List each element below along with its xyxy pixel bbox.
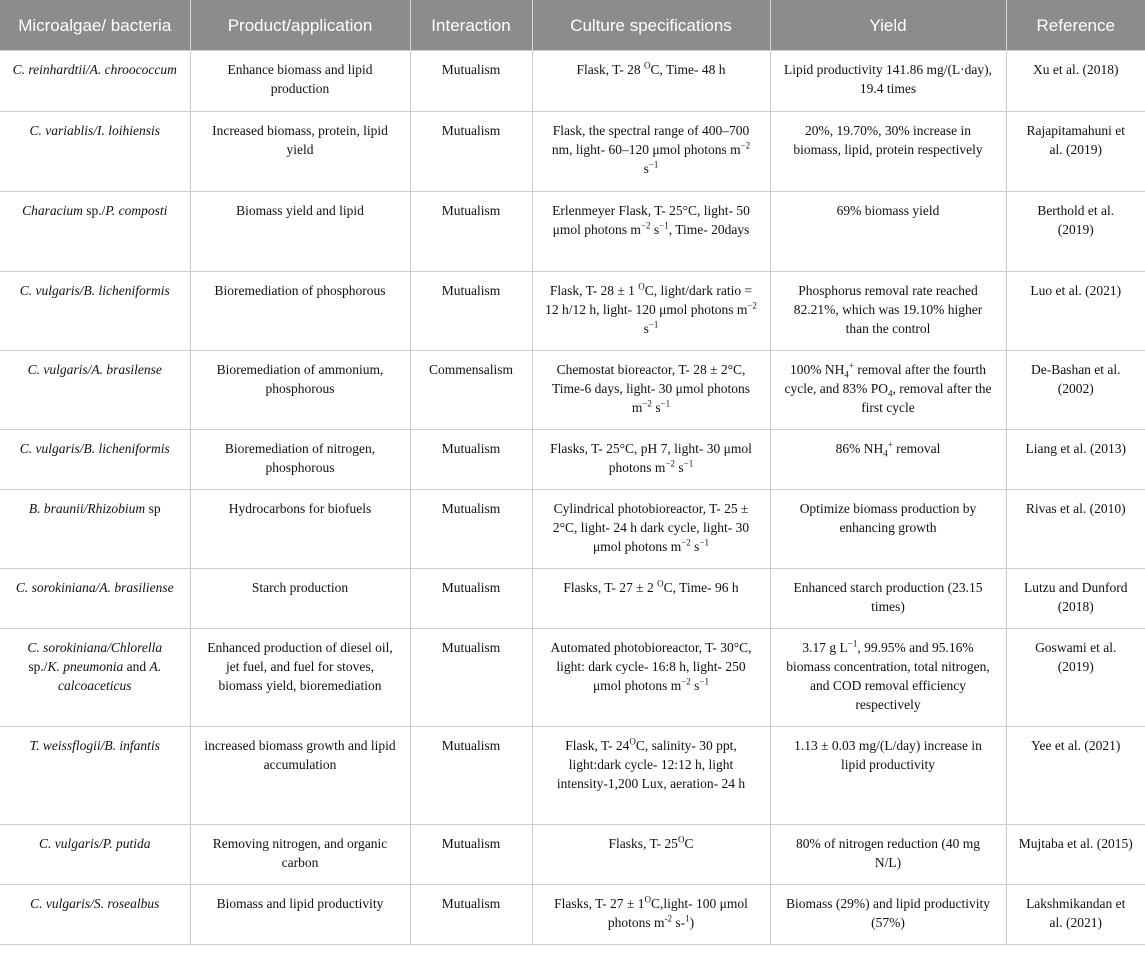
culture-sup: −1 — [683, 458, 694, 469]
yield-text: , 99.95% and 95.16% biomass concentration, total nitrogen, and COD removal efficiency respectively — [786, 640, 990, 712]
culture-cell — [532, 272, 770, 351]
organism-cell — [0, 490, 190, 569]
organism-name-plain: sp./ — [82, 203, 106, 218]
culture-sup: −1 — [699, 537, 710, 548]
culture-cell — [532, 727, 770, 825]
table-row — [0, 490, 1145, 569]
culture-text: Chemostat bioreactor, T- 28 ± 2°C, Time-6 days, light- 30 μmol photons m — [552, 362, 750, 415]
culture-cell — [532, 825, 770, 885]
organism-cell — [0, 112, 190, 192]
interaction-cell: Mutualism — [410, 885, 532, 945]
culture-text: Flask, T- 28 — [576, 62, 644, 77]
culture-text: s — [690, 539, 700, 554]
reference-cell: De-Bashan et al. (2002) — [1006, 351, 1145, 430]
reference-cell: Xu et al. (2018) — [1006, 51, 1145, 112]
culture-text: s — [675, 460, 684, 475]
culture-cell — [532, 351, 770, 430]
table-row — [0, 192, 1145, 272]
interaction-cell: Mutualism — [410, 192, 532, 272]
table-row — [0, 569, 1145, 629]
product-cell: Enhanced production of diesel oil, jet fuel, and fuel for stoves, biomass yield, bioremediation — [190, 629, 410, 727]
yield-sub: 4 — [883, 448, 888, 459]
culture-cell — [532, 430, 770, 490]
culture-cell — [532, 885, 770, 945]
yield-cell: 80% of nitrogen reduction (40 mg N/L) — [770, 825, 1006, 885]
organism-name: K. pneumonia — [47, 659, 124, 674]
organism-cell — [0, 272, 190, 351]
culture-sup: O — [677, 834, 685, 845]
table-body — [0, 51, 1145, 945]
culture-text: Flasks, T- 25 — [608, 836, 678, 851]
organism-name: B. braunii/Rhizobium — [28, 501, 146, 516]
interaction-cell: Mutualism — [410, 727, 532, 825]
culture-cell — [532, 192, 770, 272]
culture-sup: −1 — [648, 319, 659, 330]
yield-cell — [770, 430, 1006, 490]
organism-name-plain: sp./ — [28, 659, 48, 674]
table-row — [0, 112, 1145, 192]
culture-sup: -2 — [664, 913, 672, 924]
product-cell: Bioremediation of phosphorous — [190, 272, 410, 351]
culture-sup: −2 — [681, 676, 691, 687]
yield-cell: Lipid productivity 141.86 mg/(L·day), 19.4 times — [770, 51, 1006, 112]
culture-sup: −2 — [681, 537, 691, 548]
organism-name: C. variablis/I. loihiensis — [29, 123, 160, 138]
table-row — [0, 351, 1145, 430]
yield-cell: 1.13 ± 0.03 mg/(L/day) increase in lipid productivity — [770, 727, 1006, 825]
organism-cell — [0, 51, 190, 112]
interaction-cell: Mutualism — [410, 490, 532, 569]
organism-name: P. composti — [105, 203, 168, 218]
organism-name: Characium — [22, 203, 83, 218]
organism-name: T. weissflogii/B. infantis — [29, 738, 160, 753]
product-cell: increased biomass growth and lipid accumulation — [190, 727, 410, 825]
yield-sub: 4 — [888, 388, 893, 399]
reference-cell: Rajapitamahuni et al. (2019) — [1006, 112, 1145, 192]
organism-name: C. sorokiniana/A. brasiliense — [15, 580, 174, 595]
interaction-cell: Mutualism — [410, 629, 532, 727]
culture-text: s — [651, 400, 661, 415]
yield-cell: Phosphorus removal rate reached 82.21%, which was 19.10% higher than the control — [770, 272, 1006, 351]
organism-name: C. reinhardtii/A. chroococcum — [12, 62, 177, 77]
culture-text: Flask, T- 28 ± 1 — [549, 283, 639, 298]
organism-name: C. sorokiniana/Chlorella — [27, 640, 163, 655]
organism-name-plain: sp — [145, 501, 161, 516]
header-yield: Yield — [770, 0, 1006, 51]
reference-cell: Yee et al. (2021) — [1006, 727, 1145, 825]
interaction-cell: Mutualism — [410, 272, 532, 351]
culture-text: ) — [689, 915, 695, 930]
culture-sup: O — [644, 894, 651, 905]
culture-cell — [532, 629, 770, 727]
culture-text: C — [684, 836, 694, 851]
organism-cell — [0, 351, 190, 430]
table-row — [0, 825, 1145, 885]
reference-cell: Lakshmikandan et al. (2021) — [1006, 885, 1145, 945]
yield-sup: −1 — [847, 638, 858, 649]
culture-sup: O — [657, 578, 664, 589]
reference-cell: Rivas et al. (2010) — [1006, 490, 1145, 569]
culture-cell — [532, 51, 770, 112]
organism-name: C. vulgaris/P. putida — [38, 836, 151, 851]
interaction-cell: Mutualism — [410, 825, 532, 885]
interaction-cell: Mutualism — [410, 112, 532, 192]
culture-sup: −2 — [747, 300, 757, 311]
yield-text: 100% NH — [790, 362, 845, 377]
table-row — [0, 885, 1145, 945]
table-row — [0, 629, 1145, 727]
organism-cell — [0, 825, 190, 885]
yield-cell: 69% biomass yield — [770, 192, 1006, 272]
culture-sup: −2 — [642, 398, 652, 409]
culture-sup: −1 — [660, 398, 671, 409]
header-culture-specifications: Culture specifications — [532, 0, 770, 51]
yield-text: removal — [892, 441, 941, 456]
reference-cell: Mujtaba et al. (2015) — [1006, 825, 1145, 885]
interaction-cell: Mutualism — [410, 430, 532, 490]
culture-text: C, salinity- 30 ppt, light:dark cycle- 12:12 h, light intensity-1,200 Lux, aeration- 24 h — [556, 738, 746, 791]
culture-text: , Time- 20days — [668, 222, 750, 237]
yield-text: 86% NH — [835, 441, 884, 456]
yield-sup: + — [887, 439, 893, 450]
culture-text: s — [643, 321, 649, 336]
culture-text: C, light/dark ratio = 12 h/12 h, light- 120 μmol photons m — [545, 283, 753, 317]
table-row — [0, 51, 1145, 112]
header-row — [0, 0, 1145, 51]
culture-sup: 1 — [685, 913, 690, 924]
culture-text: Flasks, T- 25°C, pH 7, light- 30 μmol photons m — [550, 441, 752, 475]
culture-text: s — [690, 678, 700, 693]
culture-text: s — [643, 161, 649, 176]
culture-text: Erlenmeyer Flask, T- 25°C, light- 50 μmol photons m — [552, 203, 750, 237]
table-row — [0, 727, 1145, 825]
yield-cell — [770, 629, 1006, 727]
culture-text: Flask, the spectral range of 400–700 nm, light- 60–120 μmol photons m — [551, 123, 750, 157]
culture-sup: −2 — [640, 220, 651, 231]
reference-cell: Berthold et al. (2019) — [1006, 192, 1145, 272]
culture-cell — [532, 569, 770, 629]
header-reference: Reference — [1006, 0, 1145, 51]
yield-cell: Biomass (29%) and lipid productivity (57%) — [770, 885, 1006, 945]
culture-text: Flask, T- 24 — [565, 738, 630, 753]
culture-sup: −2 — [740, 140, 751, 151]
organism-cell — [0, 629, 190, 727]
interaction-cell: Mutualism — [410, 569, 532, 629]
interaction-cell: Mutualism — [410, 51, 532, 112]
reference-cell: Lutzu and Dunford (2018) — [1006, 569, 1145, 629]
header-interaction: Interaction — [410, 0, 532, 51]
header-microalgae-bacteria: Microalgae/ bacteria — [0, 0, 190, 51]
organism-name: A. calcoaceticus — [58, 659, 162, 693]
product-cell: Starch production — [190, 569, 410, 629]
organism-name: C. vulgaris/A. brasilense — [27, 362, 162, 377]
culture-cell — [532, 112, 770, 192]
product-cell: Bioremediation of nitrogen, phosphorous — [190, 430, 410, 490]
product-cell: Enhance biomass and lipid production — [190, 51, 410, 112]
culture-text: C, Time- 96 h — [663, 580, 739, 595]
product-cell: Bioremediation of ammonium, phosphorous — [190, 351, 410, 430]
table-header — [0, 0, 1145, 51]
organism-cell — [0, 885, 190, 945]
reference-cell: Luo et al. (2021) — [1006, 272, 1145, 351]
culture-text: s- — [672, 915, 686, 930]
culture-cell — [532, 490, 770, 569]
product-cell: Hydrocarbons for biofuels — [190, 490, 410, 569]
yield-cell: 20%, 19.70%, 30% increase in biomass, lipid, protein respectively — [770, 112, 1006, 192]
organism-name: C. vulgaris/B. licheniformis — [19, 441, 170, 456]
table-row — [0, 430, 1145, 490]
culture-sup: O — [638, 281, 645, 292]
product-cell: Increased biomass, protein, lipid yield — [190, 112, 410, 192]
culture-sup: −1 — [648, 159, 659, 170]
organism-cell — [0, 727, 190, 825]
culture-sup: −1 — [699, 676, 710, 687]
culture-text: s — [650, 222, 660, 237]
culture-text: Automated photobioreactor, T- 30°C, light: dark cycle- 16:8 h, light- 250 μmol photons m — [550, 640, 752, 693]
product-cell: Biomass and lipid productivity — [190, 885, 410, 945]
culture-sup: −2 — [665, 458, 675, 469]
organism-cell — [0, 192, 190, 272]
table-row — [0, 272, 1145, 351]
culture-sup: O — [629, 736, 636, 747]
culture-text: Cylindrical photobioreactor, T- 25 ± 2°C, light- 24 h dark cycle, light- 30 μmol photons m — [552, 501, 750, 554]
organism-name: C. vulgaris/S. rosealbus — [30, 896, 160, 911]
yield-text: , removal after the first cycle — [861, 381, 992, 415]
reference-cell: Liang et al. (2013) — [1006, 430, 1145, 490]
yield-cell: Optimize biomass production by enhancing growth — [770, 490, 1006, 569]
organism-cell — [0, 430, 190, 490]
product-cell: Biomass yield and lipid — [190, 192, 410, 272]
yield-text: removal after the fourth cycle, and 83% PO — [784, 362, 986, 396]
culture-sup: O — [643, 60, 651, 71]
yield-sub: 4 — [844, 369, 849, 380]
organism-name-plain: and — [123, 659, 150, 674]
organism-name: C. vulgaris/B. licheniformis — [19, 283, 170, 298]
header-product-application: Product/application — [190, 0, 410, 51]
culture-text: C,light- 100 μmol photons m — [607, 896, 748, 930]
culture-text: Flasks, T- 27 ± 1 — [554, 896, 645, 911]
culture-sup: −1 — [659, 220, 669, 231]
yield-text: 3.17 g L — [802, 640, 848, 655]
culture-text: C, Time- 48 h — [650, 62, 726, 77]
culture-text: Flasks, T- 27 ± 2 — [563, 580, 658, 595]
yield-sup: + — [848, 360, 854, 371]
yield-cell: Enhanced starch production (23.15 times) — [770, 569, 1006, 629]
reference-cell: Goswami et al. (2019) — [1006, 629, 1145, 727]
interaction-cell: Commensalism — [410, 351, 532, 430]
product-cell: Removing nitrogen, and organic carbon — [190, 825, 410, 885]
organism-cell — [0, 569, 190, 629]
yield-cell — [770, 351, 1006, 430]
